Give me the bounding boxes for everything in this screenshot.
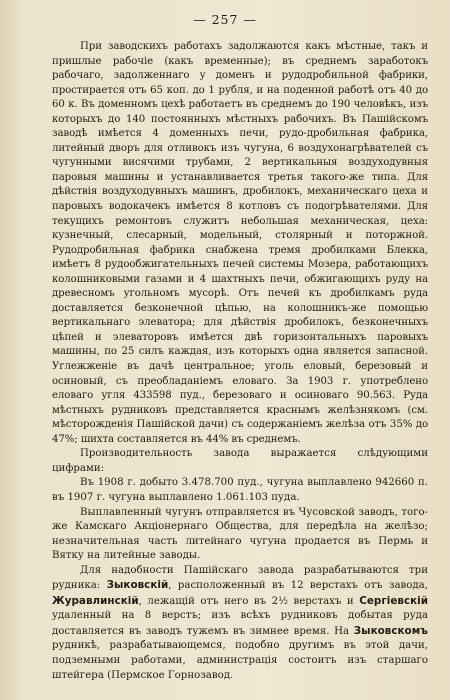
paragraph-intro: При заводскихъ работахъ задолжаются какъ мѣстные, такъ и пришлые рабочіе (какъ временные); въ среднемъ заработокъ рабочаго, задолженнаго у доменъ и рудодробильной фабрики, простирается отъ 65 коп. до 1 рубля, и на поденной работѣ отъ 40 до 60 к. Въ доменномъ цехѣ работаетъ въ среднемъ до 190 человѣкъ, изъ которыхъ до 140 постоянныхъ мѣстныхъ рабочихъ. Въ Пашійскомъ заводѣ имѣется 4 доменныхъ печи, рудо-дробильная фабрика, литейный дворъ для отливокъ изъ чугуна, 6 воздухонагрѣвателей съ чугунными висячими трубами, 2 вертикальныя воздуходувныя паровыя машины и устанавливается третья такого-же типа. Для дѣйствія воздуходувныхъ машинъ, дробилокъ, механическаго цеха и паровыхъ водокачекъ имѣется 8 котловъ съ подогрѣвателями. Для текущихъ ремонтовъ служитъ небольшая механическая, цеха: кузнечный, слесарный, модельный, столярный и поторжной. Рудодробильная фабрика снабжена тремя дробилками Блекка, имѣетъ 8 рудообжигательныхъ печей системы Мозера, работающихъ колошниковыми газами и 4 шахтныхъ печи, обжигающихъ руду на древесномъ угольномъ мусорѣ. Отъ печей къ дробилкамъ руда доставляется безконечной цѣпью, на колошникъ-же помощью вертикальнаго элеватора; для дѣйствія дробилокъ, безконечныхъ цѣпей и элеваторовъ имѣется двѣ горизонтальныхъ паровыхъ машины, по 25 силъ каждая, изъ которыхъ одна является запасной. Углежженіе въ дачѣ центральное; уголь еловый, березовый и осиновый, съ преобладаніемъ еловаго. За 1903 г. употреблено еловаго угля 433598 пуд., березоваго и осиноваго 90.563. Руда мѣстныхъ рудниковъ представляется краснымъ желѣзнякомъ (см. мѣсторожденія Пашійской дачи) съ содержаніемъ желѣза отъ 35% до 47%; шихта составляется въ 44% въ среднемъ.: [52, 41, 428, 445]
mine-name-zhuravlinsky: Журавлинскій: [52, 594, 139, 607]
mines-text-5: рудникѣ, разрабатывающемся, подобно другимъ въ этой дачи, подземными работами, администрація состоитъ изъ старшаго штейгера (Пермское Горнозавод.: [52, 640, 428, 681]
mine-name-sergievsky: Сергіевскій: [359, 594, 428, 607]
paragraph-pig-iron-shipping: Выплавленный чугунъ отправляется въ Чусовской заводъ, того-же Камскаго Акціонернаго Общества, для передѣла на желѣзо; незначительная часть литейнаго чугуна продается въ Пермь и Вятку на литейные заводы.: [52, 506, 428, 562]
mines-intro: Для надобности Пашійскаго завода разрабатываются три рудника:: [52, 564, 428, 592]
paragraph-production-heading: Производительность завода выражается слѣдующими цифрами:: [52, 448, 428, 474]
body-text: [52, 40, 428, 683]
mines-text-4: удаленный на 8 верстъ; изъ всѣхъ рудниковъ добытая руда доставляется въ заводъ тужемъ въ зимнее время. На: [52, 610, 428, 637]
mine-name-zykovskom: Зыковскомъ: [353, 624, 428, 637]
paragraph-mines: [52, 564, 428, 683]
mines-text-3: , лежащій отъ него въ 2½ верстахъ и: [138, 595, 354, 607]
mine-name-zykovsky: Зыковскій: [106, 579, 169, 592]
paragraph-production-figures: Въ 1908 г. добыто 3.478.700 пуд., чугуна выплавлено 942660 п. въ 1907 г. чугуна выплавлено 1.061.103 пуда.: [52, 477, 428, 503]
mines-text-2: , расположенный въ 12 верстахъ отъ завода,: [168, 580, 428, 592]
page-number: — 257 —: [193, 12, 257, 27]
